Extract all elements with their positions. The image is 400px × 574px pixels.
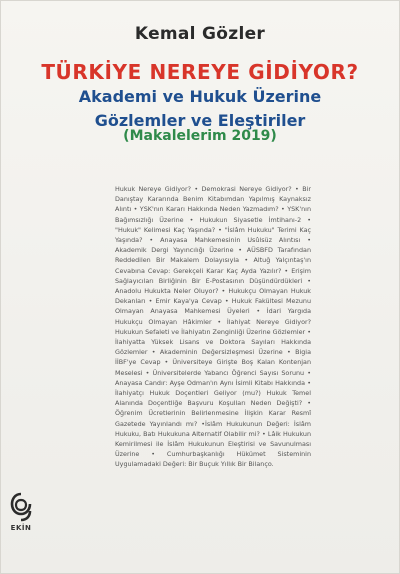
author-name: Kemal Gözler — [134, 24, 266, 44]
subtitle-line-1: Akademi ve Hukuk Üzerine — [78, 87, 322, 106]
book-title: TÜRKİYE NEREYE GİDİYOR? — [41, 60, 359, 84]
contents-blurb: Hukuk Nereye Gidiyor? • Demokrasi Nereye Gidiyor? • Bir Danıştay Kararında Benim Kitabımdan Yapılmış Kaynaksız Alıntı • YSK'nın Kararı Hakkında Neden Yazmadım? • YSK'nın Bağımsızlığı Üzerine • Hukukun Siyasetle İmtihanı-2 • "Hukuk" Kelimesi Kaç Yaşında? • "İslâm Hukuku" Terimi Kaç Yaşında? • Anayasa Mahkemesinin Usûlsüz Alıntısı • Akademik Dergi Yayıncılığı Üzerine • AÜSBFD Tarafından Reddedilen Bir Makalem Dolayısıyla • Altuğ Yalçıntaş'ın Cevabına Cevap: Gerekçeli Karar Kaç Ayda Yazılır? • Erişim Sağlayıcıları Birliğinin Bir E-Postasının Düşündürdükleri • Anadolu Hukukta Neler Oluyor? • Hukukçu Olmayan Hukuk Dekanları • Emir Kaya'ya Cevap • Hukuk Fakültesi Mezunu Olmayan Anayasa Mahkemesi Üyeleri • İdari Yargıda Hukukçu Olmayan Hâkimler • İlahiyat Nereye Gidiyor? Hukukun Sefaleti ve İlahiyatın Zenginliği Üzerine Gözlemler • İlahiyatta Yüksek Lisans ve Doktora Sayıları Hakkında Gözlemler • Akademinin Değersizleşmesi Üzerine • Bigia İİBF'ye Cevap • Üniversiteye Girişte Boş Kalan Kontenjan Meselesi • Üniversitelerde Yabancı Öğrenci Sayısı Sorunu • Anayasa Candır: Ayşe Odman'ın Aynı İsimli Kitabı Hakkında • İlahiyatçı Hukuk Doçentleri Geliyor (mu?) Hukuk Temel Alanında Doçentliğe Başvuru Koşulları Neden Değişti? • Öğrenim Ücretlerinin Belirlenmesine İlişkin Karar Resmî Gazetede Yayınlandı mı? •İslâm Hukukunun Değeri: İslâm Hukuku, Batı Hukukuna Alternatif Olabilir mi? • Lâik Hukukun Kemirilmesi ile İslâm Hukukunun Eleştirisi ve Savunulması Üzerine • Cumhurbaşkanlığı Hükümet Sisteminin Uygulamadaki Değeri: Bir Buçuk Yıllık Bir Bilanço. — [115, 185, 311, 469]
book-subtitle — [0, 85, 400, 133]
publisher-name: EKİN — [10, 524, 32, 532]
subtitle-line-2: Gözlemler ve Eleştiriler — [94, 111, 306, 130]
ekin-logo-icon — [10, 492, 32, 522]
year-note: (Makalelerim 2019) — [123, 128, 277, 144]
publisher-logo — [4, 492, 38, 552]
